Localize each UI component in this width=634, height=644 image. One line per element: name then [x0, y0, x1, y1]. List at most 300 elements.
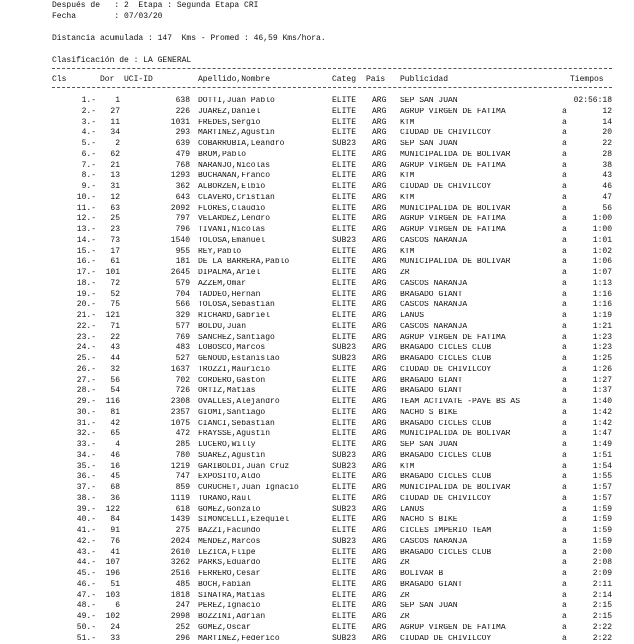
time-cell: 2:00	[592, 547, 612, 557]
team-cell: CIUDAD DE CHIVILCOY	[400, 634, 492, 643]
rider-name-cell: GENOUD,Estanislao	[198, 355, 280, 363]
category-cell: ELITE	[332, 149, 357, 159]
country-cell: ARG	[372, 139, 387, 148]
time-cell: 46	[602, 182, 612, 191]
gap-marker-cell: a	[562, 622, 567, 632]
time-cell: 1:00	[592, 214, 612, 224]
uci-id-cell: 2024	[170, 536, 190, 546]
rank-cell: 21.-	[76, 311, 96, 320]
rank-cell: 2.-	[81, 106, 96, 116]
top-rule	[52, 68, 612, 69]
rank-cell: 45.-	[76, 569, 96, 578]
table-row	[0, 484, 634, 493]
country-cell: ARG	[372, 300, 387, 310]
time-cell: 1:23	[592, 343, 612, 353]
time-cell: 43	[602, 171, 612, 181]
category-cell: SUB23	[332, 343, 357, 353]
bib-cell: 46	[110, 450, 120, 460]
rank-cell: 25.-	[76, 354, 96, 363]
time-cell: 2:14	[592, 590, 612, 600]
uci-id-cell: 1219	[170, 461, 190, 471]
distance-line: Distancia acumulada : 147 Kms - Promed : 46,59 Kms/hora.	[52, 34, 326, 43]
table-row	[0, 194, 634, 203]
team-cell: MUNICIPALIDA DE BOLIVAR	[400, 258, 511, 267]
table-row	[0, 312, 634, 321]
table-row	[0, 366, 634, 375]
country-cell: ARG	[372, 364, 387, 374]
rank-cell: 33.-	[76, 440, 96, 449]
time-cell: 1:07	[592, 268, 612, 277]
uci-id-cell: 472	[175, 429, 190, 439]
category-cell: ELITE	[332, 225, 357, 234]
table-row	[0, 495, 634, 504]
category-cell: ELITE	[332, 418, 357, 428]
bib-cell: 4	[115, 440, 120, 449]
rank-cell: 24.-	[76, 343, 96, 353]
uci-id-cell: 639	[175, 139, 190, 148]
gap-marker-cell: a	[562, 235, 567, 245]
bib-cell: 42	[110, 418, 120, 428]
category-cell: ELITE	[332, 397, 357, 406]
team-cell: AGRUP VIRGEN DE FATIMA	[400, 226, 506, 234]
team-cell: KTM	[400, 118, 415, 127]
category-cell: ELITE	[332, 321, 357, 331]
rider-name-cell: ORTIZ,Matias	[198, 387, 256, 396]
team-cell: AGRUP VIRGEN DE FATIMA	[400, 107, 506, 116]
time-cell: 47	[602, 192, 612, 202]
country-cell: ARG	[372, 278, 387, 288]
team-cell: ZR	[400, 559, 410, 568]
country-cell: ARG	[372, 214, 387, 224]
team-cell: BRAGADO CICLES CLUB	[400, 473, 492, 482]
gap-marker-cell: a	[562, 504, 567, 514]
country-cell: ARG	[372, 558, 387, 568]
rank-cell: 10.-	[76, 192, 96, 202]
bib-cell: 71	[110, 321, 120, 331]
bib-cell: 1	[115, 96, 120, 105]
category-cell: ELITE	[332, 569, 357, 578]
gap-marker-cell: a	[562, 536, 567, 546]
country-cell: ARG	[372, 246, 387, 256]
gap-marker-cell: a	[562, 343, 567, 353]
team-cell: CASCOS NARANJA	[400, 236, 468, 245]
uci-id-cell: 2092	[170, 203, 190, 213]
country-cell: ARG	[372, 321, 387, 331]
gap-marker-cell: a	[562, 171, 567, 181]
bib-cell: 76	[110, 536, 120, 546]
gap-marker-cell: a	[562, 354, 567, 363]
country-cell: ARG	[372, 182, 387, 191]
team-cell: BRAGADO CICLES CLUB	[400, 419, 492, 428]
country-cell: ARG	[372, 472, 387, 482]
uci-id-cell: 704	[175, 289, 190, 299]
uci-id-cell: 780	[175, 450, 190, 460]
category-cell: ELITE	[332, 289, 357, 299]
team-cell: SEP SAN JUAN	[400, 97, 458, 105]
gap-marker-cell: a	[562, 493, 567, 503]
team-cell: AGRUP VIRGEN DE FATIMA	[400, 161, 506, 170]
table-row	[0, 237, 634, 246]
gap-marker-cell: a	[562, 139, 567, 148]
gap-marker-cell: a	[562, 321, 567, 331]
country-cell: ARG	[372, 407, 387, 417]
gap-marker-cell: a	[562, 192, 567, 202]
rider-name-cell: BOCH,Fabian	[198, 580, 251, 589]
uci-id-cell: 1075	[170, 418, 190, 428]
category-cell: ELITE	[332, 214, 357, 224]
rank-cell: 38.-	[76, 493, 96, 503]
gap-marker-cell: a	[562, 311, 567, 320]
bib-cell: 23	[110, 225, 120, 234]
rank-cell: 47.-	[76, 590, 96, 600]
rider-name-cell: EXPOSITO,Aldo	[198, 473, 261, 482]
time-cell: 1:57	[592, 493, 612, 503]
rank-cell: 27.-	[76, 375, 96, 385]
time-cell: 1:59	[592, 515, 612, 525]
rank-cell: 17.-	[76, 268, 96, 277]
team-cell: CASCOS NARANJA	[400, 322, 468, 331]
rider-name-cell: TROZZI,Mauricio	[198, 365, 271, 374]
bib-cell: 44	[110, 354, 120, 363]
team-cell: CIUDAD DE CHIVILCOY	[400, 129, 492, 138]
rider-name-cell: GOMEZ,Oscar	[198, 623, 251, 632]
rider-name-cell: TOLOSA,Emanuel	[198, 236, 266, 245]
team-cell: CIUDAD DE CHIVILCOY	[400, 494, 492, 503]
rider-name-cell: PARKS,Eduardo	[198, 559, 261, 568]
table-row	[0, 398, 634, 407]
team-cell: ZR	[400, 591, 410, 600]
category-cell: SUB23	[332, 235, 357, 245]
rank-cell: 11.-	[76, 203, 96, 213]
team-cell: CASCOS NARANJA	[400, 279, 468, 288]
category-cell: ELITE	[332, 117, 357, 127]
table-row	[0, 334, 634, 343]
rank-cell: 30.-	[76, 407, 96, 417]
table-row	[0, 635, 634, 644]
rank-cell: 5.-	[81, 139, 96, 148]
col-header-name: Apellido,Nombre	[198, 75, 271, 84]
rider-name-cell: TOLOSA,Sebastian	[198, 301, 275, 310]
category-cell: ELITE	[332, 622, 357, 632]
rider-name-cell: CORDERO,Gaston	[198, 376, 266, 385]
table-row	[0, 301, 634, 310]
uci-id-cell: 726	[175, 386, 190, 396]
table-row	[0, 420, 634, 429]
category-cell: ELITE	[332, 364, 357, 374]
rider-name-cell: PEREZ,Ignacio	[198, 602, 261, 611]
category-cell: ELITE	[332, 182, 357, 191]
rank-cell: 8.-	[81, 171, 96, 181]
time-cell: 2:11	[592, 579, 612, 589]
time-cell: 1:47	[592, 429, 612, 439]
uci-id-cell: 1540	[170, 235, 190, 245]
bib-cell: 43	[110, 343, 120, 353]
bib-cell: 32	[110, 364, 120, 374]
bib-cell: 65	[110, 429, 120, 439]
team-cell: TEAM ACTIVATE -PAVE BS AS	[400, 398, 521, 406]
time-cell: 2:22	[592, 622, 612, 632]
time-cell: 1:23	[592, 332, 612, 342]
time-cell: 2:15	[592, 612, 612, 621]
bib-cell: 102	[105, 612, 120, 621]
country-cell: ARG	[372, 354, 387, 363]
category-cell: ELITE	[332, 590, 357, 600]
uci-id-cell: 527	[175, 354, 190, 363]
team-cell: NACHO`S BIKE	[400, 516, 458, 525]
team-cell: BRAGADO CICLES CLUB	[400, 451, 492, 460]
header-rule	[52, 87, 612, 88]
rank-cell: 13.-	[76, 225, 96, 234]
country-cell: ARG	[372, 128, 387, 138]
bib-cell: 56	[110, 375, 120, 385]
rider-name-cell: FLORES,Claudio	[198, 204, 266, 213]
rank-cell: 48.-	[76, 601, 96, 611]
country-cell: ARG	[372, 633, 387, 643]
uci-id-cell: 275	[175, 526, 190, 535]
time-cell: 1:00	[592, 225, 612, 234]
time-cell: 1:42	[592, 407, 612, 417]
time-cell: 2:08	[592, 558, 612, 568]
table-row	[0, 624, 634, 633]
category-cell: ELITE	[332, 300, 357, 310]
uci-id-cell: 329	[175, 311, 190, 320]
gap-marker-cell: a	[562, 590, 567, 600]
uci-id-cell: 566	[175, 300, 190, 310]
uci-id-cell: 702	[175, 375, 190, 385]
country-cell: ARG	[372, 504, 387, 514]
rider-name-cell: BOZZINI,Adrian	[198, 613, 266, 621]
team-cell: ZR	[400, 613, 410, 621]
uci-id-cell: 293	[175, 128, 190, 138]
bib-cell: 101	[105, 268, 120, 277]
category-cell: ELITE	[332, 547, 357, 557]
col-header-dor: Dor	[100, 75, 115, 84]
time-cell: 1:01	[592, 235, 612, 245]
time-cell: 22	[602, 139, 612, 148]
uci-id-cell: 362	[175, 182, 190, 191]
uci-id-cell: 796	[175, 225, 190, 234]
bib-cell: 22	[110, 332, 120, 342]
rider-name-cell: MARTINEZ,Federico	[198, 634, 280, 643]
category-cell: ELITE	[332, 440, 357, 449]
gap-marker-cell: a	[562, 268, 567, 277]
category-cell: ELITE	[332, 579, 357, 589]
country-cell: ARG	[372, 569, 387, 578]
category-cell: ELITE	[332, 311, 357, 320]
uci-id-cell: 769	[175, 332, 190, 342]
bib-cell: 33	[110, 633, 120, 643]
time-cell: 1:59	[592, 504, 612, 514]
category-cell: ELITE	[332, 493, 357, 503]
rank-cell: 9.-	[81, 182, 96, 191]
bib-cell: 91	[110, 526, 120, 535]
uci-id-cell: 226	[175, 106, 190, 116]
category-cell: ELITE	[332, 203, 357, 213]
team-cell: BRAGADO GIANT	[400, 387, 463, 396]
rank-cell: 46.-	[76, 579, 96, 589]
time-cell: 1:57	[592, 483, 612, 492]
category-cell: SUB23	[332, 633, 357, 643]
table-row	[0, 430, 634, 439]
table-row	[0, 473, 634, 482]
table-row	[0, 258, 634, 267]
category-cell: ELITE	[332, 483, 357, 492]
time-cell: 1:21	[592, 321, 612, 331]
rank-cell: 26.-	[76, 364, 96, 374]
category-cell: ELITE	[332, 558, 357, 568]
rank-cell: 20.-	[76, 300, 96, 310]
uci-id-cell: 2308	[170, 397, 190, 406]
team-cell: NACHO`S BIKE	[400, 408, 458, 417]
table-row	[0, 323, 634, 332]
country-cell: ARG	[372, 515, 387, 525]
table-row	[0, 527, 634, 536]
team-cell: KTM	[400, 193, 415, 202]
gap-marker-cell: a	[562, 440, 567, 449]
rider-name-cell: FERRERO,Cesar	[198, 570, 261, 578]
uci-id-cell: 955	[175, 246, 190, 256]
rank-cell: 14.-	[76, 235, 96, 245]
country-cell: ARG	[372, 257, 387, 267]
table-row	[0, 602, 634, 611]
uci-id-cell: 285	[175, 440, 190, 449]
bib-cell: 81	[110, 407, 120, 417]
category-cell: SUB23	[332, 354, 357, 363]
uci-id-cell: 859	[175, 483, 190, 492]
team-cell: BOLIVAR B	[400, 570, 444, 578]
rank-cell: 37.-	[76, 483, 96, 492]
rider-name-cell: FREDES,Sergio	[198, 118, 261, 127]
country-cell: ARG	[372, 268, 387, 277]
rider-name-cell: MENDEZ,Marcos	[198, 537, 261, 546]
gap-marker-cell: a	[562, 612, 567, 621]
team-cell: SEP SAN JUAN	[400, 602, 458, 611]
gap-marker-cell: a	[562, 182, 567, 191]
gap-marker-cell: a	[562, 225, 567, 234]
time-cell: 1:49	[592, 440, 612, 449]
country-cell: ARG	[372, 526, 387, 535]
country-cell: ARG	[372, 289, 387, 299]
rider-name-cell: BUCHANAN,Franco	[198, 172, 271, 181]
rank-cell: 3.-	[81, 117, 96, 127]
team-cell: AGRUP VIRGEN DE FATIMA	[400, 333, 506, 342]
table-row	[0, 215, 634, 224]
time-cell: 1:06	[592, 257, 612, 267]
category-cell: ELITE	[332, 160, 357, 170]
bib-cell: 16	[110, 461, 120, 471]
bib-cell: 84	[110, 515, 120, 525]
table-row	[0, 463, 634, 472]
bib-cell: 6	[115, 601, 120, 611]
table-row	[0, 140, 634, 149]
rank-cell: 32.-	[76, 429, 96, 439]
gap-marker-cell: a	[562, 149, 567, 159]
team-cell: BRAGADO CICLES CLUB	[400, 355, 492, 363]
rank-cell: 31.-	[76, 418, 96, 428]
rider-name-cell: DE LA BARRERA,Pablo	[198, 258, 290, 267]
uci-id-cell: 252	[175, 622, 190, 632]
country-cell: ARG	[372, 332, 387, 342]
category-cell: ELITE	[332, 268, 357, 277]
gap-marker-cell: a	[562, 386, 567, 396]
rider-name-cell: TIVANI,Nicolas	[198, 226, 266, 234]
country-cell: ARG	[372, 160, 387, 170]
table-row	[0, 516, 634, 525]
rider-name-cell: LOBOSCO,Marcos	[198, 344, 266, 353]
country-cell: ARG	[372, 386, 387, 396]
country-cell: ARG	[372, 579, 387, 589]
time-cell: 2:09	[592, 569, 612, 578]
gap-marker-cell: a	[562, 472, 567, 482]
category-cell: SUB23	[332, 536, 357, 546]
uci-id-cell: 768	[175, 160, 190, 170]
rank-cell: 12.-	[76, 214, 96, 224]
team-cell: CASCOS NARANJA	[400, 537, 468, 546]
rider-name-cell: AZZEM,Omar	[198, 279, 247, 288]
rank-cell: 22.-	[76, 321, 96, 331]
uci-id-cell: 2516	[170, 569, 190, 578]
rider-name-cell: REY,Pablo	[198, 247, 242, 256]
rider-name-cell: OVALLES,Alejandro	[198, 398, 280, 406]
time-cell: 02:56:18	[573, 96, 612, 105]
gap-marker-cell: a	[562, 332, 567, 342]
rank-cell: 44.-	[76, 558, 96, 568]
time-cell: 1:59	[592, 526, 612, 535]
table-row	[0, 377, 634, 386]
gap-marker-cell: a	[562, 633, 567, 643]
country-cell: ARG	[372, 429, 387, 439]
bib-cell: 45	[110, 472, 120, 482]
country-cell: ARG	[372, 547, 387, 557]
gap-marker-cell: a	[562, 214, 567, 224]
gap-marker-cell: a	[562, 526, 567, 535]
gap-marker-cell: a	[562, 579, 567, 589]
col-header-tiempos: Tiempos	[570, 75, 604, 84]
rider-name-cell: SINATRA,Matias	[198, 591, 266, 600]
country-cell: ARG	[372, 343, 387, 353]
bib-cell: 2	[115, 139, 120, 148]
rider-name-cell: DIPALMA,Ariel	[198, 269, 261, 277]
gap-marker-cell: a	[562, 429, 567, 439]
rank-cell: 42.-	[76, 536, 96, 546]
time-cell: 1:27	[592, 375, 612, 385]
time-cell: 1:40	[592, 397, 612, 406]
time-cell: 38	[602, 160, 612, 170]
uci-id-cell: 2610	[170, 547, 190, 557]
team-cell: KTM	[400, 462, 415, 471]
country-cell: ARG	[372, 461, 387, 471]
rank-cell: 36.-	[76, 472, 96, 482]
rank-cell: 40.-	[76, 515, 96, 525]
table-row	[0, 344, 634, 353]
time-cell: 1:16	[592, 289, 612, 299]
bib-cell: 72	[110, 278, 120, 288]
country-cell: ARG	[372, 450, 387, 460]
bib-cell: 73	[110, 235, 120, 245]
team-cell: LANUS	[400, 505, 425, 514]
category-cell: ELITE	[332, 515, 357, 525]
gap-marker-cell: a	[562, 289, 567, 299]
col-header-publicidad: Publicidad	[400, 75, 449, 84]
gap-marker-cell: a	[562, 160, 567, 170]
bib-cell: 103	[105, 590, 120, 600]
country-cell: ARG	[372, 601, 387, 611]
rider-name-cell: BRUM,Pablo	[198, 150, 247, 159]
rank-cell: 15.-	[76, 246, 96, 256]
table-row	[0, 592, 634, 601]
classification-line: Clasificación de : LA GENERAL	[52, 56, 192, 65]
rider-name-cell: SUAREZ,Agustin	[198, 451, 266, 460]
